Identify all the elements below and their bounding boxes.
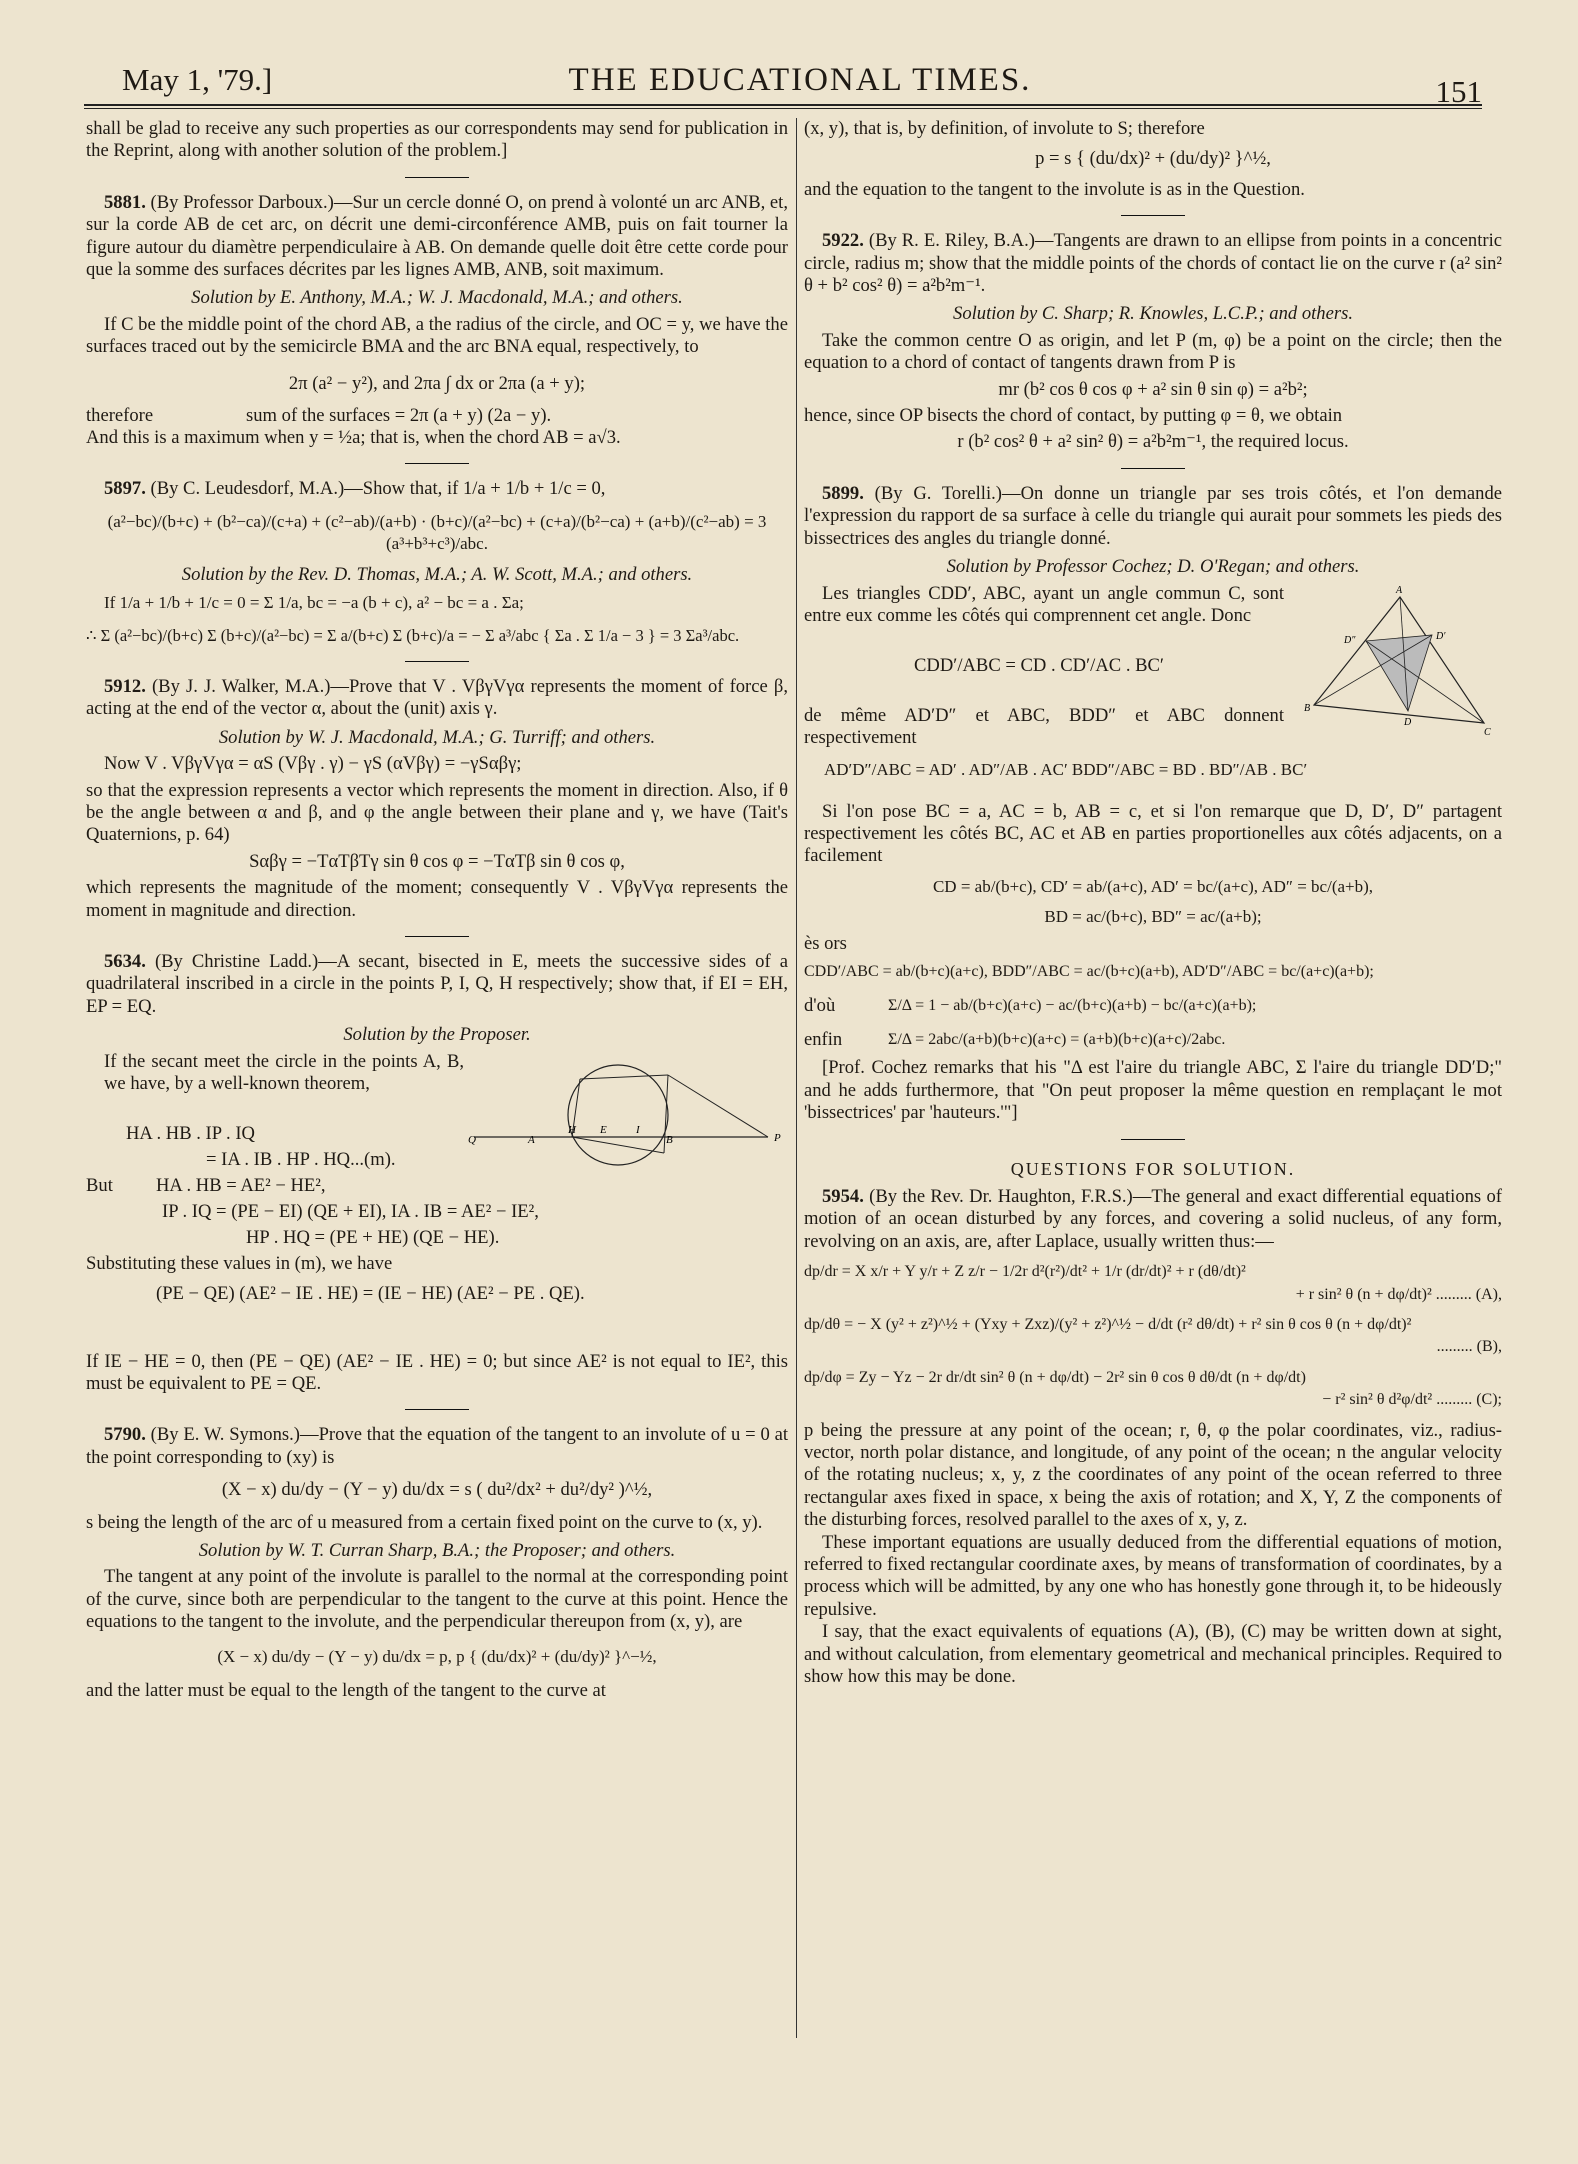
question-5912 bbox=[86, 676, 788, 721]
equation-prefix: enfin bbox=[804, 1029, 843, 1051]
continued-text: (x, y), that is, by definition, of involute to S; therefore bbox=[804, 118, 1205, 139]
question-text-cont: p being the pressure at any point of the ocean; r, θ, φ the polar coordinates, viz., radius-vector, north polar distance, and longitude, of any point of the ocean; n the angular velocity of the rotating nucleus; x, y, z the coordinates of any point of the ocean referred to three rectangular axes fixed in space, x being the axis of rotation; and X, Y, Z the components of the disturbing forces, resolved parallel to the axes of x, y, z. bbox=[804, 1419, 1502, 1531]
solution-heading: Solution by E. Anthony, M.A.; W. J. Macdonald, M.A.; and others. bbox=[191, 287, 683, 309]
question-5790 bbox=[86, 1424, 788, 1469]
question-number: 5912. bbox=[104, 675, 146, 697]
solution-heading: Solution by the Proposer. bbox=[343, 1024, 531, 1046]
equation-prefix: d'où bbox=[804, 995, 836, 1017]
fig-label-a: A bbox=[528, 1133, 535, 1146]
equation: = IA . IB . HP . HQ...(m). bbox=[206, 1148, 396, 1170]
equation: dp/dθ = − X (y² + z²)^½ + (Yxy + Zxz)/(y² + z²)^½ − d/dt (r² dθ/dt) + r² sin θ cos θ (n + dφ/dt)² bbox=[804, 1316, 1412, 1333]
solution-conclusion: which represents the magnitude of the moment; consequently V . VβγVγα represents the moment in magnitude and direction. bbox=[86, 877, 788, 921]
equation: BD = ac/(b+c), BD″ = ac/(a+b); bbox=[1044, 907, 1262, 927]
solution-text: Take the common centre O as origin, and let P (m, φ) be a point on the circle; then the equation to a chord of contact of tangents drawn from P is bbox=[804, 329, 1502, 374]
equation: dp/dφ = Zy − Yz − 2r dr/dt sin² θ (n + dφ/dt) − 2r² sin θ cos θ dθ/dt (n + dφ/dt) bbox=[804, 1368, 1306, 1386]
fig-label-c: C bbox=[1484, 726, 1491, 738]
solution-heading: Solution by W. J. Macdonald, M.A.; G. Turriff; and others. bbox=[218, 726, 656, 748]
solution-block bbox=[86, 1051, 788, 1351]
solution-heading: Solution by W. T. Curran Sharp, B.A.; the Proposer; and others. bbox=[198, 1540, 676, 1562]
equation-prefix: But bbox=[86, 1174, 113, 1196]
equation: ......... (B), bbox=[1436, 1338, 1502, 1356]
equation: CDD′/ABC = CD . CD′/AC . BC′ bbox=[914, 654, 1164, 676]
fig-label-q: Q bbox=[468, 1133, 476, 1146]
equation: (a²−bc)/(b+c) + (b²−ca)/(c+a) + (c²−ab)/(a+b) · (b+c)/(a²−bc) + (c+a)/(b²−ca) + (a+b)/(c²−ab) = 3 (a³+b³+c³)/abc. bbox=[107, 511, 767, 554]
equation: sum of the surfaces = 2π (a + y) (2a − y). bbox=[246, 405, 552, 427]
question-text: (By C. Leudesdorf, M.A.)—Show that, if 1/a + 1/b + 1/c = 0, bbox=[150, 478, 606, 500]
secant-circle-figure bbox=[468, 1057, 788, 1167]
equation: HA . HB . IP . IQ bbox=[126, 1122, 255, 1144]
solution-text: de même AD′D″ et ABC, BDD″ et ABC donnent respectivement bbox=[804, 704, 1284, 748]
header-date: May 1, '79.] bbox=[122, 62, 273, 97]
equation: r (b² cos² θ + a² sin² θ) = a²b²m⁻¹, the required locus. bbox=[957, 431, 1349, 453]
question-text: (By Professor Darboux.)—Sur un cercle donné O, on prend à volonté un arc ANB, et, sur la corde AB de cet arc, on décrit une demi-circonférence AMB, puis on fait tourner la figure autour du diamètre perpendiculaire à AB. On demande quelle doit être cette corde pour que la somme des surfaces décrites par les lignes AMB, ANB, soit maximum. bbox=[86, 191, 788, 281]
column-divider bbox=[796, 118, 797, 2038]
header-rule bbox=[84, 104, 1482, 106]
separator bbox=[405, 936, 469, 937]
intro-text: shall be glad to receive any such properties as our correspondents may send for publication in the Reprint, along with another solution of the problem.] bbox=[86, 118, 788, 162]
question-number: 5954. bbox=[822, 1185, 864, 1207]
fig-label-p: P bbox=[774, 1131, 781, 1144]
solution-conclusion: And this is a maximum when y = ½a; that is, when the chord AB = a√3. bbox=[86, 427, 621, 449]
question-number: 5897. bbox=[104, 478, 146, 500]
question-text: (By G. Torelli.)—On donne un triangle par ses trois côtés, et l'on demande l'expression du rapport de sa surface à celle du triangle qui aurait pour sommets les pieds des bissectrices des angles du triangle donné. bbox=[804, 482, 1502, 549]
solution-text: hence, since OP bisects the chord of contact, by putting φ = θ, we obtain bbox=[804, 405, 1343, 427]
editorial-note: [Prof. Cochez remarks that his "Δ est l'aire du triangle ABC, Σ l'aire du triangle DD′D;" and he adds furthermore, that "On peut proposer la même question en remplaçant le mot 'bissectrices' par 'hauteurs.'"] bbox=[804, 1057, 1502, 1124]
equation: Now V . VβγVγα = αS (Vβγ . γ) − γS (αVβγ) = −γSαβγ; bbox=[104, 753, 522, 775]
equation: (X − x) du/dy − (Y − y) du/dx = p, p { (du/dx)² + (du/dy)² }^−½, bbox=[217, 1646, 657, 1666]
fig-label-d: D bbox=[1404, 716, 1412, 728]
separator bbox=[405, 1409, 469, 1410]
equation: (X − x) du/dy − (Y − y) du/dx = s ( du²/dx² + du²/dy² )^½, bbox=[221, 1479, 653, 1501]
triangle-bisector-figure bbox=[1304, 583, 1494, 743]
equation: 2π (a² − y²), and 2πa ∫ dx or 2πa (a + y); bbox=[288, 372, 586, 394]
question-5899 bbox=[804, 483, 1502, 550]
fig-label-b: B bbox=[666, 1133, 673, 1146]
equation: HA . HB = AE² − HE², bbox=[156, 1174, 326, 1196]
equation-row bbox=[804, 989, 1502, 1023]
fig-label-d1: D′ bbox=[1436, 630, 1446, 642]
solution-heading: Solution by the Rev. D. Thomas, M.A.; A. W. Scott, M.A.; and others. bbox=[181, 563, 693, 585]
solution-text: Si l'on pose BC = a, AC = b, AB = c, et si l'on remarque que D, D′, D″ partagent respectivement les côtés BC, AC et AB en parties proportionelles aux côtés adjacents, on a facilement bbox=[804, 800, 1502, 867]
fig-label-b: B bbox=[1304, 702, 1311, 714]
header-rule-thin bbox=[84, 108, 1482, 109]
header-title: THE EDUCATIONAL TIMES. bbox=[568, 62, 1032, 98]
solution-heading: Solution by C. Sharp; R. Knowles, L.C.P.; and others. bbox=[953, 303, 1353, 325]
question-number: 5790. bbox=[104, 1424, 146, 1446]
question-text-cont: I say, that the exact equivalents of equations (A), (B), (C) may be written down at sight, and without calculation, from elementary geometrical and mechanical principles. Required to show how this may be done. bbox=[804, 1621, 1502, 1688]
equation: If 1/a + 1/b + 1/c = 0 = Σ 1/a, bc = −a (b + c), a² − bc = a . Σa; bbox=[104, 593, 524, 613]
solution-text: Substituting these values in (m), we have bbox=[86, 1252, 393, 1274]
solution-text: If the secant meet the circle in the points A, B, we have, by a well-known theorem, bbox=[104, 1050, 464, 1094]
question-5881 bbox=[86, 192, 788, 282]
solution-block bbox=[804, 583, 1502, 801]
question-number: 5922. bbox=[822, 230, 864, 252]
solution-text: ès ors bbox=[804, 932, 847, 954]
equation: HP . HQ = (PE + HE) (QE − HE). bbox=[246, 1226, 500, 1248]
left-column bbox=[86, 118, 788, 1702]
equation: AD′D″/ABC = AD′ . AD″/AB . AC′ BDD″/ABC = BD . BD″/AB . BC′ bbox=[824, 759, 1308, 779]
equation: − r² sin² θ d²φ/dt² ......... (C); bbox=[1322, 1391, 1502, 1409]
question-text: (By E. W. Symons.)—Prove that the equation of the tangent to an involute of u = 0 at the point corresponding to (xy) is bbox=[86, 1424, 788, 1468]
solution-text: If C be the middle point of the chord AB, a the radius of the circle, and OC = y, we have the surfaces traced out by the semicircle BMA and the arc BNA equal, respectively, to bbox=[86, 313, 788, 358]
question-text-cont: These important equations are usually deduced from the differential equations of motion, referred to fixed rectangular coordinate axes, by means of transformation of coordinates, by a process which will be admitted, by any one who has honestly gone through it, to be hideously repulsive. bbox=[804, 1531, 1502, 1620]
equation: Σ/Δ = 1 − ab/(b+c)(a+c) − ac/(b+c)(a+b) − bc/(a+c)(a+b); bbox=[888, 997, 1257, 1015]
equation: IP . IQ = (PE − EI) (QE + EI), IA . IB = AE² − IE², bbox=[162, 1200, 539, 1222]
equation: (PE − QE) (AE² − IE . HE) = (IE − HE) (AE² − PE . QE). bbox=[156, 1282, 585, 1304]
equation: mr (b² cos θ cos φ + a² sin θ sin φ) = a²b²; bbox=[998, 378, 1308, 400]
question-number: 5634. bbox=[104, 950, 146, 972]
question-number: 5899. bbox=[822, 482, 864, 504]
solution-text: The tangent at any point of the involute is parallel to the normal at the corresponding point of the curve, since both are perpendicular to the tangent to the curve at this point. Hence the equations to the tangent to the involute, and the perpendicular thereupon from (x, y), are bbox=[86, 1566, 788, 1633]
equation: CDD′/ABC = ab/(b+c)(a+c), BDD″/ABC = ac/(b+c)(a+b), AD′D″/ABC = bc/(a+c)(a+b); bbox=[804, 962, 1374, 980]
question-number: 5881. bbox=[104, 191, 146, 213]
fig-label-a: A bbox=[1396, 584, 1403, 596]
equation-prefix: therefore bbox=[86, 405, 154, 427]
question-text: (By Christine Ladd.)—A secant, bisected in E, meets the successive sides of a quadrilateral inscribed in a circle in the points P, I, Q, H respectively; show that, if EI = EH, EP = EQ. bbox=[86, 950, 789, 1017]
question-text-cont: s being the length of the arc of u measured from a certain fixed point on the curve to (x, y). bbox=[86, 1511, 763, 1533]
header-page-number: 151 bbox=[1435, 74, 1482, 109]
separator bbox=[1121, 468, 1185, 469]
questions-heading: QUESTIONS FOR SOLUTION. bbox=[1010, 1158, 1296, 1179]
equation: CD = ab/(b+c), CD′ = ab/(a+c), AD′ = bc/(a+c), AD″ = bc/(a+b), bbox=[932, 876, 1374, 896]
question-text: (By R. E. Riley, B.A.)—Tangents are drawn to an ellipse from points in a concentric circle, radius m; show that the middle points of the chords of contact lie on the curve r (a² sin² θ + b² cos² θ) = a²b²m⁻¹. bbox=[804, 230, 1502, 297]
solution-heading: Solution by Professor Cochez; D. O'Regan; and others. bbox=[946, 556, 1360, 578]
page-header bbox=[118, 58, 1482, 109]
question-5897 bbox=[86, 478, 788, 500]
fig-label-d2: D″ bbox=[1344, 634, 1356, 646]
equation-row bbox=[86, 405, 788, 427]
equation: + r sin² θ (n + dφ/dt)² ......... (A), bbox=[1295, 1285, 1502, 1303]
solution-text: so that the expression represents a vector which represents the moment in direction. Also, if θ be the angle between α and β, and φ the angle between their plane and γ, we have (Tait's Quaternions, p. 64) bbox=[86, 779, 788, 846]
question-5954 bbox=[804, 1186, 1502, 1253]
right-column bbox=[804, 118, 1502, 1689]
equation-row bbox=[804, 1023, 1502, 1057]
equation: dp/dr = X x/r + Y y/r + Z z/r − 1/2r d²(r²)/dt² + 1/r (dr/dt)² + r (dθ/dt)² bbox=[804, 1263, 1246, 1281]
separator bbox=[1121, 215, 1185, 216]
fig-label-i: I bbox=[636, 1123, 640, 1136]
separator bbox=[405, 661, 469, 662]
solution-conclusion: If IE − HE = 0, then (PE − QE) (AE² − IE . HE) = 0; but since AE² is not equal to IE², this must be equivalent to PE = QE. bbox=[86, 1350, 788, 1394]
question-5922 bbox=[804, 230, 1502, 297]
continued-conclusion: and the equation to the tangent to the involute is as in the Question. bbox=[804, 178, 1305, 200]
separator bbox=[405, 177, 469, 178]
question-text: (By the Rev. Dr. Haughton, F.R.S.)—The general and exact differential equations of motion of an ocean disturbed by any forces, and covering a solid nucleus, of any form, revolving on an axis, are, after Laplace, usually written thus:— bbox=[804, 1185, 1502, 1252]
solution-text: Les triangles CDD′, ABC, ayant un angle commun C, sont entre eux comme les côtés qui comprennent cet angle. Donc bbox=[804, 582, 1284, 626]
equation: Sαβγ = −TαTβTγ sin θ cos φ = −TαTβ sin θ cos φ, bbox=[249, 850, 625, 872]
fig-label-e: E bbox=[600, 1123, 607, 1136]
separator bbox=[1121, 1139, 1185, 1140]
fig-label-h: H bbox=[568, 1123, 576, 1136]
equation: Σ/Δ = 2abc/(a+b)(b+c)(a+c) = (a+b)(b+c)(a+c)/2abc. bbox=[888, 1031, 1226, 1049]
question-5634 bbox=[86, 951, 788, 1018]
equation: ∴ Σ (a²−bc)/(b+c) Σ (b+c)/(a²−bc) = Σ a/(b+c) Σ (b+c)/a = − Σ a³/abc { Σa . Σ 1/a − 3 } = 3 Σa³/abc. bbox=[86, 625, 740, 645]
equation: p = s { (du/dx)² + (du/dy)² }^½, bbox=[1035, 148, 1271, 170]
solution-text-cont: and the latter must be equal to the length of the tangent to the curve at bbox=[86, 1680, 606, 1702]
separator bbox=[405, 463, 469, 464]
question-text: (By J. J. Walker, M.A.)—Prove that V . VβγVγα represents the moment of force β, acting at the end of the vector α, about the (unit) axis γ. bbox=[86, 675, 788, 720]
